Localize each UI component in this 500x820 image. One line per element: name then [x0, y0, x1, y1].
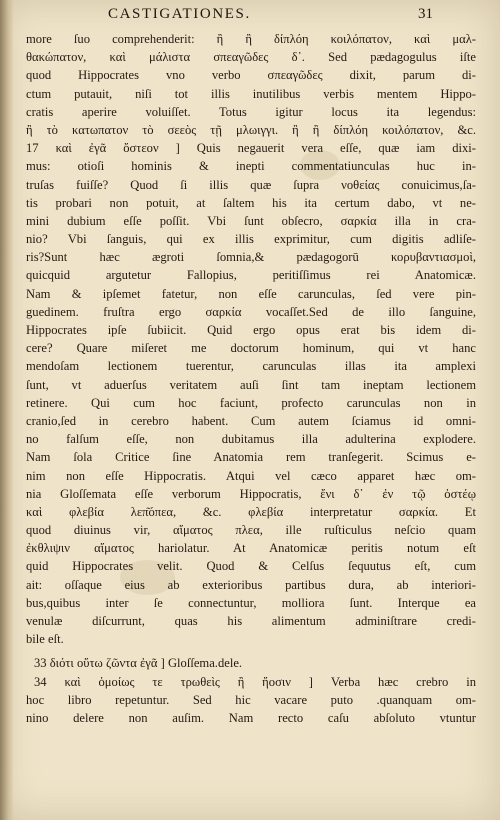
text-line: guedinem. fruſtra ergo σαρκία vocaſſet.Sed de illo ſanguine, [26, 304, 476, 319]
text-line: hoc libro repetuntur. Sed hic vacare puto .quanquam om- [26, 692, 476, 707]
text-line: ἐκθλιψιν αἵματος hariolatur. At Anatomicæ peritis notum eſt [26, 541, 476, 556]
text-line: nia Gloſſemata eſſe verborum Hippocratis, ἔνι δ᾽ ἐν τῷ ὀστέῳ [26, 486, 476, 501]
text-line: cere? Quare miſeret me doctorum hominum, qui vt hanc [26, 341, 476, 356]
text-line: Nam & ipſemet fatetur, non eſſe carunculas, ſed vere pin- [26, 286, 476, 301]
running-title: CASTIGATIONES. [108, 6, 251, 22]
text-line: Hippocrates ipſe ſubiicit. Quid ergo opus erat bis idem di- [26, 323, 476, 337]
text-line: mus: otioſi hominis & inepti commentatiunculas huc in- [26, 159, 476, 174]
text-line: cratis aperire voluiſſet. Totus igitur locus ita legendus: [26, 104, 476, 119]
text-line: καὶ φλεβία λεπ͂όπεα, &c. φλεβία interpretatur σαρκία. Et [26, 504, 476, 519]
text-line: tis probari non potuit, at ſaltem his ita certum dabo, vt ne- [26, 195, 476, 210]
text-line: mini dubium eſſe poſſit. Vbi ſunt obſecro, σαρκία illa in cra- [26, 213, 476, 228]
text-line: retinere. Qui cum hoc faciunt, profecto carunculas non in [26, 395, 476, 410]
page-number: 31 [418, 6, 433, 22]
text-line: no falſum eſſe, non dubitamus illa adulterina explodere. [26, 432, 476, 447]
text-line: mendoſam lectionem tuerentur, carunculas illas ita amplexi [26, 359, 476, 374]
text-line: cranio,ſed in cerebro habent. Cum autem ſciamus id omni- [26, 413, 476, 428]
text-line: truſas fuiſſe? Quod ſi illis quæ ſupra νοθείας conuicimus,ſa- [26, 177, 476, 192]
text-line: nio? Vbi ſanguis, qui ex illis exprimitur, cum digitis adliſe- [26, 232, 476, 247]
text-line: quod diuinus vir, αἵματος πλεα, ille ruſticulus neſcio quam [26, 523, 476, 538]
text-line: quod Hippocrates vno verbo σπεαγῶδες dixit, parum di- [26, 68, 476, 83]
text-line: bus,quibus inter ſe connectuntur, molliora ſunt. Interque ea [26, 595, 476, 610]
text-line: venulæ diſcurrunt, quas his alimentum adminiſtrare credi- [26, 614, 476, 628]
text-line: ctum putauit, niſi tot illis inutilibus verbis mentem Hippo- [26, 86, 476, 101]
text-line: more ſuo comprehenderit: ἢ ἢ δίπλόη κοιλόπατον, καὶ μαλ- [26, 32, 476, 46]
text-line: ris?Sunt hæc ægroti ſomnia,& pædagogorū κορυβαντιασμοὶ, [26, 250, 476, 265]
text-line: 17 καὶ ἐγᾶ ὄστεον ] Quis negauerit vera eſſe, quæ iam dixi- [26, 141, 476, 156]
binding-gutter [0, 0, 14, 820]
text-line: nino delere non auſim. Nam recto caſu abſoluto vtuntur [26, 710, 476, 725]
text-line: ἢ τὸ κατωπατον τὸ σεεὸς τῇ μλωιγγι. ἢ ἢ δίπλόη κοιλόπατον, &c. [26, 122, 476, 137]
text-line: θακώπατον, καὶ μάλιστα σπεαγῶδες δ᾽. Sed pædagogulus iſte [26, 50, 476, 65]
text-line: ſunt, vt aduerſus veritatem auſi ſint tam ineptam lectionem [26, 377, 476, 392]
text-line: quid Hippocrates velit. Quod & Celſus ſequutus eſt, cum [26, 559, 476, 574]
text-line: ait: oſſaque eius ab exterioribus partibus dura, ab interiori- [26, 577, 476, 592]
body-text [26, 30, 476, 727]
text-line: 33 διότι οὕτω ζῶντα ἐγᾶ ] Gloſſema.dele. [34, 656, 243, 671]
text-line: quicquid argutetur Fallopius, peritiſſimus rei Anatomicæ. [26, 268, 476, 283]
text-line: Nam ſola Critice ſine Anatomia rem tranſegerit. Scimus e- [26, 450, 476, 465]
text-line: bile eſt. [26, 632, 64, 647]
text-line: nim non eſſe Hippocratis. Atqui vel cæco apparet hæc om- [26, 468, 476, 483]
text-line: 34 καὶ ὁμοίως τε τρωθεὶς ἢ ἤοσιν ] Verba hæc crebro in [34, 674, 476, 689]
